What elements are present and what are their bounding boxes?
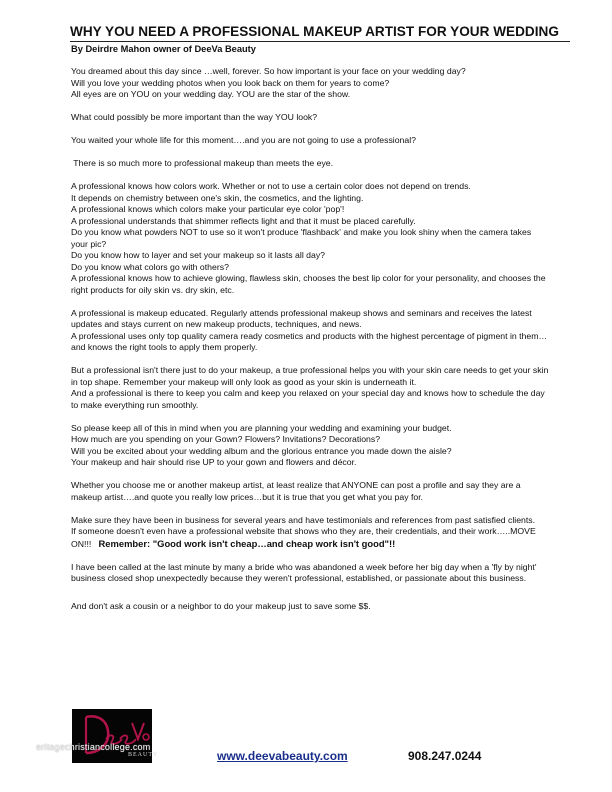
deeva-logo-graphic [72, 709, 159, 763]
phone-number: 908.247.0244 [408, 749, 482, 763]
text-line: I have been called at the last minute by many a bride who was abandoned a week before her big day when a 'fly by night' business closed shop unexpectedly because they weren't professional, established, or passionate about this business. [71, 561, 537, 583]
text-line: And a professional is there to keep you calm and keep you relaxed on your special day and knows how to schedule the day to make everything run smoothly. [71, 388, 545, 410]
text-line: A professional knows how to achieve glowing, flawless skin, chooses the best lip color for your personality, and chooses the right products for oily skin vs. dry skin, etc. [71, 273, 546, 295]
paragraph-waited [71, 135, 549, 147]
paragraph-closing [71, 601, 549, 613]
logo-subtext: BEAUTY [128, 752, 159, 758]
text-line: So please keep all of this in mind when you are planning your wedding and examining your budget. [71, 422, 452, 433]
text-line: A professional knows how colors work. Whether or not to use a certain color does not depend on trends. [71, 181, 471, 191]
text-line: Do you know how to layer and set your makeup so it lasts all day? [71, 250, 325, 260]
text-line: A professional understands that shimmer reflects light and that it must be placed carefully. [71, 215, 416, 226]
text-line: A professional uses only top quality camera ready cosmetics and products with the highest percentage of pigment in them…and knows the right tools to apply them properly. [71, 330, 548, 352]
text-line: And don't ask a cousin or a neighbor to do your makeup just to save some $$. [71, 600, 371, 611]
text-line: Do you know what powders NOT to use so it won't produce 'flashback' and make you look shiny when the camera takes your pic? [71, 227, 532, 249]
paragraph-colors [71, 181, 549, 296]
text-line: A professional is makeup educated. Regularly attends professional makeup shows and seminars and receives the latest updates and stays current on new makeup products, techniques, and news. [71, 307, 532, 329]
document-title: WHY YOU NEED A PROFESSIONAL MAKEUP ARTIST FOR YOUR WEDDING [70, 24, 570, 42]
remember-quote: Remember: "Good work isn't cheap…and cheap work isn't good"!! [98, 537, 396, 549]
text-line: How much are you spending on your Gown? Flowers? Invitations? Decorations? [71, 434, 381, 444]
paragraph-more [71, 158, 549, 170]
text-line: Whether you choose me or another makeup artist, at least realize that ANYONE can post a profile and say they are a makeup artist….and quote you really low prices…but it is true that you get what you pay for. [71, 480, 521, 502]
text-line: Will you love your wedding photos when you look back on them for years to come? [71, 77, 390, 88]
paragraph-educated [71, 308, 549, 354]
website-link[interactable]: www.deevabeauty.com [217, 749, 348, 763]
text-line: It depends on chemistry between one's skin, the cosmetics, and the lighting. [71, 192, 364, 203]
text-line: Will you be excited about your wedding album and the glorious entrance you made down the aisle? [71, 445, 452, 456]
text-line: A professional knows which colors make your particular eye color 'pop'! [71, 204, 345, 214]
text-line [71, 526, 549, 550]
paragraph-intro [71, 66, 549, 101]
text-line: Make sure they have been in business for several years and have testimonials and references from past satisfied clients. [71, 514, 536, 525]
text-line: Do you know what colors go with others? [71, 261, 229, 272]
text-line: Your makeup and hair should rise UP to your gown and flowers and décor. [71, 457, 357, 467]
watermark-text: eritagechristiancollege.com [36, 742, 151, 752]
text-line: You waited your whole life for this moment….and you are not going to use a professional? [71, 135, 416, 145]
byline: By Deirdre Mahon owner of DeeVa Beauty [71, 44, 256, 54]
paragraph-business [71, 515, 549, 551]
text-line: What could possibly be more important than the way YOU look? [71, 112, 318, 122]
text-line: There is so much more to professional makeup than meets the eye. [71, 158, 334, 168]
paragraph-skin-care [71, 365, 549, 411]
text-line: You dreamed about this day since …well, forever. So how important is your face on your wedding day? [71, 66, 466, 76]
paragraph-last-minute [71, 562, 549, 585]
text-line: All eyes are on YOU on your wedding day. YOU are the star of the show. [71, 89, 351, 99]
text-line: But a professional isn't there just to do your makeup, a true professional helps you with your skin care needs to get your skin in top shape. Remember your makeup will only look as good as your skin is underneath it. [71, 365, 549, 387]
paragraph-budget [71, 423, 549, 469]
deeva-logo [72, 709, 159, 763]
paragraph-question [71, 112, 549, 124]
document-body [71, 66, 549, 624]
paragraph-choose [71, 480, 549, 503]
text-fragment: If someone doesn't even have a professional website that shows who they are, their credentials, and their work…..MOVE ON!!! [71, 526, 536, 549]
